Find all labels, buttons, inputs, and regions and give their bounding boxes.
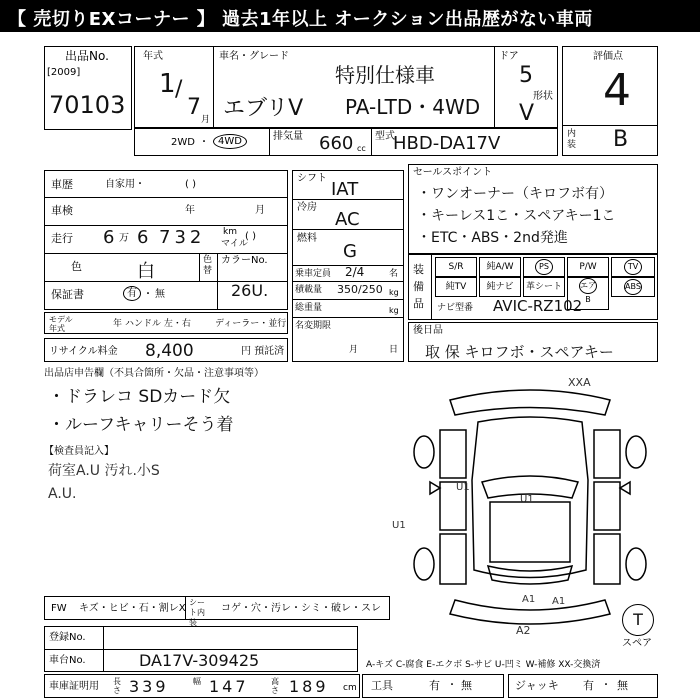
name-change-hi: 日 [389, 345, 399, 355]
equip-pw: P/W [567, 257, 609, 277]
damage-legend: A-キズ C-腐食 E-エクボ S-サビ U-凹ミ W-補修 XX-交換済 [366, 660, 601, 670]
inspector-line-2: A.U. [48, 486, 77, 502]
cert-label: 車庫証明用 [49, 681, 99, 692]
cert-width-label: 幅 [193, 677, 201, 686]
color-value: 白 [137, 261, 155, 282]
recycle-label: リサイクル料金 [49, 346, 118, 357]
year-label: 年式 [143, 51, 163, 62]
doors-value: 5 [519, 63, 533, 88]
cert-height-label: 高さ [271, 677, 279, 695]
model-year-handle: ハンドル 左・右 [125, 319, 191, 329]
warranty-label: 保証書 [51, 288, 84, 301]
color-label: 色 [71, 260, 82, 273]
equipment-label: 装備品 [413, 263, 424, 310]
inspector-label: 【検査員記入】 [44, 446, 114, 457]
header-banner [0, 0, 700, 32]
jack-box [508, 674, 658, 698]
year-value-top: 1 [159, 69, 176, 99]
katashiki-value: HBD-DA17V [393, 133, 501, 154]
damage-items: キズ・ヒビ・石・割レX [79, 603, 186, 614]
damage-fw: FW [51, 603, 67, 614]
weight-label: 総重量 [295, 303, 323, 313]
sales-points-label: セールスポイント [413, 167, 493, 178]
inspector-line-1: 荷室A.U 汚れ.小S [48, 463, 160, 479]
damage-seat-items: コゲ・穴・汚レ・シミ・破レ・スレ [221, 603, 381, 614]
spare-label: スペア [622, 638, 652, 649]
lot-box [44, 46, 132, 130]
tools-has: 有 [429, 679, 440, 692]
mileage-man-unit: 万 [119, 233, 129, 244]
diagram-mark-u1-a: U1 [456, 482, 470, 493]
shape-value: V [519, 101, 535, 126]
warranty-has: 有 [123, 286, 141, 301]
ac-label: 冷房 [297, 202, 317, 213]
damage-row [44, 596, 390, 627]
diagram-mark-u1-c: U1 [392, 520, 406, 531]
drive-4wd: 4WD [213, 134, 247, 149]
registration-label: 登録No. [49, 632, 86, 643]
mileage-unit-km: km [223, 227, 237, 237]
mileage-sen: 6 [137, 227, 149, 248]
jack-none: 無 [617, 679, 628, 692]
mileage-unit-mile: マイル [221, 239, 248, 249]
color-change-label: 色替 [203, 255, 213, 276]
lot-label: 出品No. [65, 49, 109, 63]
shaken-label: 車検 [51, 204, 73, 217]
cert-height: 189 [289, 677, 329, 696]
load-unit: kg [389, 288, 399, 297]
score-label: 評価点 [593, 51, 623, 62]
shift-label: シフト [297, 173, 327, 184]
equip-alloy: 純A/W [479, 257, 521, 277]
vehicle-details: 車歴 自家用・ ( ) 車検 年 月 走行 6 万 6 732 km マイル ( ) 色 白 色替 カラーNo. 26U. 保証書 有 ・ 無 [44, 170, 288, 310]
history-label: 車歴 [51, 178, 73, 191]
navi-value: AVIC-RZ102 [493, 297, 583, 315]
model-year-row [44, 312, 288, 334]
model-name: エブリV [223, 96, 304, 121]
spare-circle [622, 604, 654, 636]
chassis-label: 車台No. [49, 655, 86, 666]
model-label: 車名・グレード [219, 51, 289, 62]
shape-label: 形状 [533, 91, 553, 102]
registration-box [44, 626, 358, 672]
name-change-tsuki: 月 [349, 345, 359, 355]
jack-separator: ・ [601, 680, 611, 691]
diagram-mark-a1-b: A1 [552, 596, 566, 607]
shaken-nen: 年 [185, 205, 195, 216]
history-options: 自家用・ [105, 179, 145, 190]
lot-number: 70103 [49, 91, 126, 119]
equip-pure-navi: 純ナビ [479, 277, 521, 297]
cert-unit: cm [343, 683, 357, 693]
equip-sr: S/R [435, 257, 477, 277]
jack-has: 有 [583, 679, 594, 692]
sales-point-3: ・ETC・ABS・2nd発進 [417, 230, 568, 246]
tools-none: 無 [461, 679, 472, 692]
capacity-unit: 名 [389, 269, 399, 279]
spare-letter: T [633, 610, 643, 629]
katashiki-label: 型式 [375, 131, 395, 142]
spec-column [292, 170, 404, 362]
warranty-separator: ・ [143, 289, 153, 300]
cert-row [44, 674, 360, 698]
ac-value: AC [335, 209, 360, 230]
doors-box [494, 46, 558, 128]
cert-width: 147 [209, 677, 249, 696]
diagram-mark-xxa: XXA [568, 376, 591, 389]
tools-label: 工具 [371, 679, 393, 692]
drive-2wd: 2WD [171, 137, 195, 148]
jack-label: ジャッキ [515, 679, 559, 692]
interior-label: 内装 [567, 129, 577, 150]
color-code-label: カラーNo. [221, 255, 268, 266]
year-slash: / [175, 77, 183, 102]
fuel-label: 燃料 [297, 233, 317, 244]
remark-2: ・ルーフキャリーそう着 [48, 415, 234, 435]
lot-year-tag: [2009] [47, 67, 81, 78]
equipment-box [408, 254, 658, 320]
capacity-label: 乗車定員 [295, 269, 332, 279]
diagram-mark-a2: A2 [516, 624, 531, 637]
capacity-value: 2/4 [345, 265, 365, 279]
sales-point-2: ・キーレス1こ・スペアキー1こ [417, 208, 616, 224]
load-value: 350/250 [337, 283, 383, 296]
equip-leather: 革シート [523, 277, 565, 297]
mileage-value: 732 [159, 227, 206, 248]
fuel-value: G [343, 241, 357, 262]
displacement-label: 排気量 [273, 131, 303, 142]
equip-tv: TV [611, 257, 655, 277]
cert-length-label: 長さ [113, 677, 121, 695]
warranty-none: 無 [155, 289, 165, 300]
equip-ps: PS [523, 257, 565, 277]
tools-box [362, 674, 504, 698]
sales-point-1: ・ワンオーナー（キロフボ有） [417, 186, 613, 202]
after-items-value: 取 保 キロフボ・スペアキー [425, 343, 614, 361]
shift-value: IAT [331, 179, 359, 200]
recycle-value: 8,400 [145, 341, 194, 361]
chassis-value: DA17V-309425 [139, 651, 260, 670]
after-items-box [408, 322, 658, 362]
drive-row: 2WD ・ 4WD 排気量 660 cc 型式 HBD-DA17V [134, 128, 558, 156]
displacement-unit: cc [357, 144, 366, 153]
diagram-mark-a1-a: A1 [522, 594, 536, 605]
model-type: PA-LTD・4WD [345, 95, 481, 119]
navi-label: ナビ型番 [437, 303, 474, 313]
after-items-label: 後日品 [413, 325, 443, 336]
equip-airbag: エアB [567, 277, 609, 310]
equip-abs: ABS [611, 277, 655, 297]
shaken-tsuki: 月 [255, 205, 265, 216]
weight-unit: kg [389, 306, 399, 315]
tools-separator: ・ [447, 680, 457, 691]
cert-length: 339 [129, 677, 169, 696]
color-code: 26U. [231, 281, 269, 300]
remark-1: ・ドラレコ SDカード欠 [48, 387, 231, 407]
model-year-nen: 年 [113, 319, 123, 329]
recycle-row [44, 338, 288, 362]
equip-pure-tv: 純TV [435, 277, 477, 297]
sales-points-box [408, 164, 658, 254]
model-grade: 特別仕様車 [335, 63, 435, 87]
name-change-label: 名変期限 [295, 321, 332, 331]
score-value: 4 [603, 65, 631, 116]
recycle-unit: 円 預託済 [241, 346, 285, 357]
history-bracket: ( ) [185, 179, 196, 190]
banner-text: 【 売切りEXコーナー 】 過去1年以上 オークション出品歴がない車両 [8, 9, 593, 30]
model-year-dealer: ディーラー・並行 [215, 319, 287, 329]
displacement-value: 660 [319, 133, 354, 154]
diagram-mark-u1-b: U1 [520, 494, 534, 505]
year-value-bottom: 7 [187, 95, 201, 120]
mileage-man: 6 [103, 227, 115, 248]
mileage-label: 走行 [51, 232, 73, 245]
remarks-label: 出品店申告欄（不具合箇所・欠品・注意事項等） [44, 368, 264, 379]
year-month-suffix: 月 [201, 115, 211, 125]
interior-value: B [613, 127, 629, 152]
score-box [562, 46, 658, 156]
doors-label: ドア [499, 51, 519, 62]
damage-seat: シート内装 [189, 598, 205, 627]
load-label: 積載量 [295, 285, 323, 295]
model-year-label: モデル年式 [49, 315, 73, 333]
